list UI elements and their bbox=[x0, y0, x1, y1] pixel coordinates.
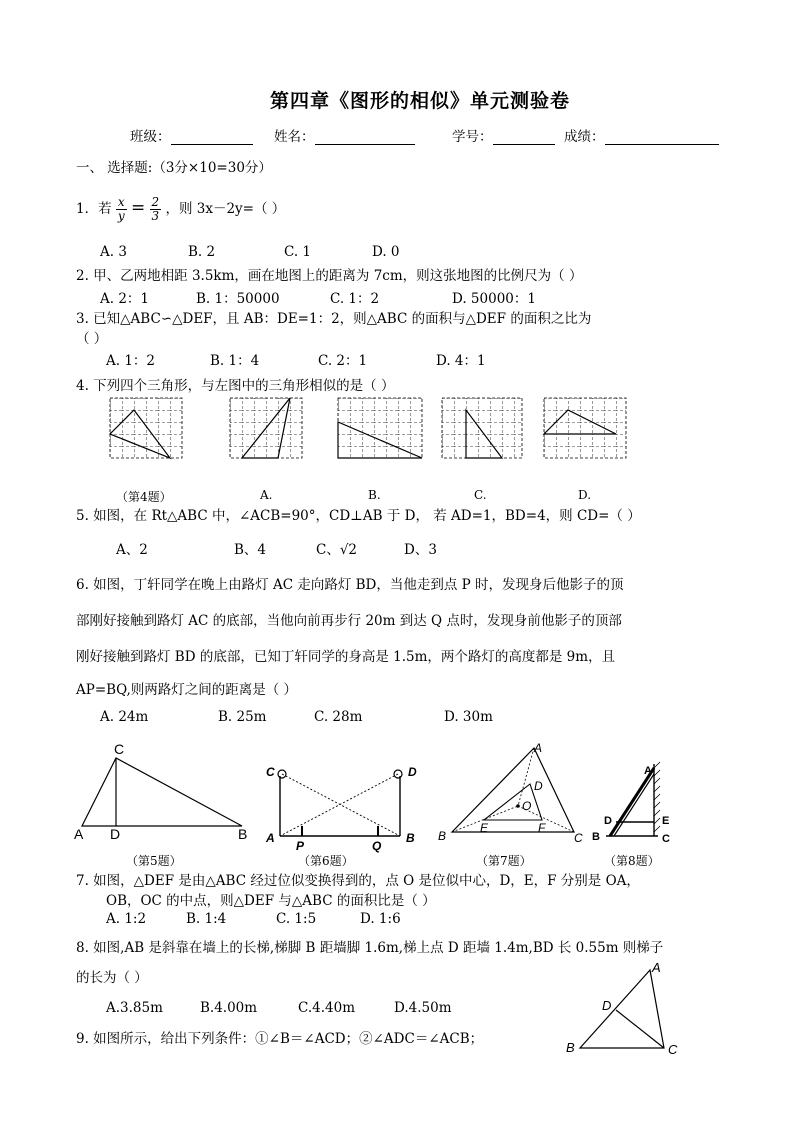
q5-option-c[interactable]: C、√2 bbox=[316, 542, 358, 558]
q8-option-c[interactable]: C.4.40m bbox=[298, 1000, 355, 1016]
q4-caption-a: A. bbox=[260, 488, 273, 502]
q1-prefix: 1．若 bbox=[76, 201, 112, 217]
question-1 bbox=[76, 196, 285, 223]
f8-label-d: D bbox=[604, 815, 612, 827]
question-6-line1: 6. 如图，丁轩同学在晚上由路灯 AC 走向路灯 BD，当他走到点 P 时，发现身后他影子的顶 bbox=[76, 577, 624, 593]
class-blank[interactable] bbox=[171, 130, 253, 145]
q6-option-c[interactable]: C. 28m bbox=[314, 709, 363, 725]
q1-option-a[interactable]: A. 3 bbox=[100, 244, 127, 260]
f7-label-a: A bbox=[534, 741, 543, 755]
q4-caption-original: （第4题） bbox=[116, 490, 172, 504]
section-heading: 一、 选择题:（3分×10=30分） bbox=[76, 160, 272, 176]
figure-5 bbox=[70, 742, 260, 842]
q1-equals: = bbox=[130, 198, 146, 218]
q3-option-a[interactable]: A. 1：2 bbox=[106, 353, 156, 369]
figure-6 bbox=[262, 756, 432, 856]
q8-option-b[interactable]: B.4.00m bbox=[200, 1000, 258, 1016]
q6-option-d[interactable]: D. 30m bbox=[444, 709, 493, 725]
q3-option-d[interactable]: D. 4：1 bbox=[436, 353, 486, 369]
question-4: 4. 下列四个三角形，与左图中的三角形相似的是（ ） bbox=[76, 378, 395, 394]
question-5: 5. 如图，在 Rt△ABC 中，∠ACB=90°，CD⊥AB 于 D， 若 AD=1，BD=4，则 CD=（ ） bbox=[76, 508, 641, 524]
f7-label-d: D bbox=[534, 779, 543, 793]
q6-option-a[interactable]: A. 24m bbox=[100, 709, 149, 725]
q2-option-a[interactable]: A. 2：1 bbox=[100, 291, 150, 307]
f5-label-b: B bbox=[238, 826, 248, 842]
f9-label-d: D bbox=[602, 998, 612, 1013]
f8-label-e: E bbox=[662, 815, 670, 827]
q1-option-c[interactable]: C. 1 bbox=[284, 244, 312, 260]
question-3-line1: 3. 已知△ABC∽△DEF，且 AB：DE=1：2，则△ABC 的面积与△DEF 的面积之比为 bbox=[76, 311, 592, 327]
q4-figure-d[interactable] bbox=[544, 398, 626, 458]
q2-option-d[interactable]: D. 50000：1 bbox=[452, 291, 536, 307]
score-blank[interactable] bbox=[605, 130, 719, 145]
question-6-line4: AP=BQ,则两路灯之间的距离是（ ） bbox=[76, 682, 298, 698]
question-6-line2: 部刚好接触到路灯 AC 的底部，当他向前再步行 20m 到达 Q 点时，发现身前他影子的顶部 bbox=[76, 613, 622, 629]
f7-label-b: B bbox=[438, 829, 447, 843]
q4-caption-d: D. bbox=[578, 488, 592, 502]
q1-fraction-xy: $\frac{x}{y}$ bbox=[117, 195, 125, 223]
f6-label-q: Q bbox=[372, 839, 382, 853]
question-8-line2: 的长为（ ） bbox=[76, 970, 148, 986]
q5-option-d[interactable]: D、3 bbox=[404, 542, 437, 558]
f8-label-c: C bbox=[662, 833, 670, 845]
q7-option-d[interactable]: D. 1:6 bbox=[360, 911, 401, 927]
q8-option-a[interactable]: A.3.85m bbox=[106, 1000, 163, 1016]
q3-option-c[interactable]: C. 2：1 bbox=[318, 353, 368, 369]
q6-option-b[interactable]: B. 25m bbox=[218, 709, 267, 725]
f7-label-o: O bbox=[522, 799, 532, 813]
f6-label-d: D bbox=[408, 765, 417, 779]
f8-label-b: B bbox=[592, 831, 600, 843]
q7-option-b[interactable]: B. 1:4 bbox=[186, 911, 227, 927]
figure-5-caption: （第5题） bbox=[126, 854, 182, 868]
question-3-line2: （ ） bbox=[76, 331, 108, 347]
f6-label-a: A bbox=[266, 831, 275, 845]
class-field[interactable] bbox=[130, 125, 253, 145]
q4-figure-a[interactable] bbox=[230, 398, 302, 458]
f6-label-b: B bbox=[406, 831, 415, 845]
figure-8-caption: （第8题） bbox=[604, 854, 660, 868]
f8-label-a: A bbox=[644, 765, 652, 777]
figure-8 bbox=[588, 758, 688, 848]
figure-6-caption: （第6题） bbox=[298, 854, 354, 868]
f7-label-f: F bbox=[538, 821, 546, 835]
q5-option-b[interactable]: B、4 bbox=[234, 542, 267, 558]
figure-7-caption: （第7题） bbox=[476, 854, 532, 868]
class-label: 班级： bbox=[130, 129, 171, 145]
f7-label-c: C bbox=[574, 831, 583, 845]
q2-option-b[interactable]: B. 1：50000 bbox=[196, 291, 280, 307]
q7-option-a[interactable]: A. 1:2 bbox=[106, 911, 147, 927]
question-7-line1: 7. 如图，△DEF 是由△ABC 经过位似变换得到的，点 O 是位似中心，D，E，F 分别是 OA， bbox=[76, 873, 640, 889]
q1-option-b[interactable]: B. 2 bbox=[188, 244, 216, 260]
f7-label-e: E bbox=[480, 821, 489, 835]
q1-suffix: ，则 3x－2y=（ ） bbox=[165, 201, 286, 217]
f5-label-a: A bbox=[74, 826, 84, 842]
question-9: 9. 如图所示，给出下列条件：①∠B＝∠ACD；②∠ADC＝∠ACB； bbox=[76, 1031, 484, 1047]
q4-figure-b[interactable] bbox=[338, 398, 422, 458]
f9-label-b: B bbox=[566, 1040, 575, 1055]
name-field[interactable] bbox=[274, 125, 415, 145]
id-blank[interactable] bbox=[493, 130, 555, 145]
q5-option-a[interactable]: A、2 bbox=[116, 542, 148, 558]
q4-figure-c[interactable] bbox=[442, 398, 522, 458]
q8-option-d[interactable]: D.4.50m bbox=[394, 1000, 452, 1016]
f6-label-c: C bbox=[266, 765, 275, 779]
f9-label-c: C bbox=[668, 1042, 678, 1057]
question-6-line3: 刚好接触到路灯 BD 的底部，已知丁轩同学的身高是 1.5m，两个路灯的高度都是 9m，且 bbox=[76, 649, 616, 665]
id-field[interactable] bbox=[452, 125, 555, 145]
f6-label-p: P bbox=[296, 839, 305, 853]
q4-grid-figures bbox=[100, 392, 640, 492]
f9-label-a: A bbox=[652, 960, 661, 975]
name-label: 姓名： bbox=[274, 129, 315, 145]
score-label: 成绩： bbox=[564, 129, 605, 145]
q1-option-d[interactable]: D. 0 bbox=[372, 244, 400, 260]
q1-fraction-23: $\frac{2}{3}$ bbox=[151, 195, 160, 223]
f5-label-c: C bbox=[114, 742, 125, 757]
name-blank[interactable] bbox=[315, 130, 415, 145]
question-8-line1: 8. 如图,AB 是斜靠在墙上的长梯,梯脚 B 距墙脚 1.6m,梯上点 D 距墙 1.4m,BD 长 0.55m 则梯子 bbox=[76, 940, 664, 956]
figure-7 bbox=[434, 738, 584, 848]
q4-caption-c: C. bbox=[474, 488, 487, 502]
q2-option-c[interactable]: C. 1：2 bbox=[330, 291, 380, 307]
q7-option-c[interactable]: C. 1:5 bbox=[276, 911, 317, 927]
q4-caption-b: B. bbox=[368, 488, 381, 502]
q3-option-b[interactable]: B. 1：4 bbox=[210, 353, 260, 369]
f5-label-d: D bbox=[110, 826, 121, 842]
page-title: 第四章《图形的相似》单元测验卷 bbox=[270, 90, 571, 112]
question-7-line2: OB，OC 的中点，则△DEF 与△ABC 的面积比是（ ） bbox=[106, 893, 436, 909]
question-2: 2. 甲、乙两地相距 3.5km，画在地图上的距离为 7cm，则这张地图的比例尺为（ ） bbox=[76, 268, 583, 284]
q4-figure-original bbox=[110, 398, 182, 458]
figure-9 bbox=[562, 958, 692, 1058]
score-field[interactable] bbox=[564, 125, 719, 145]
id-label: 学号： bbox=[452, 129, 493, 145]
